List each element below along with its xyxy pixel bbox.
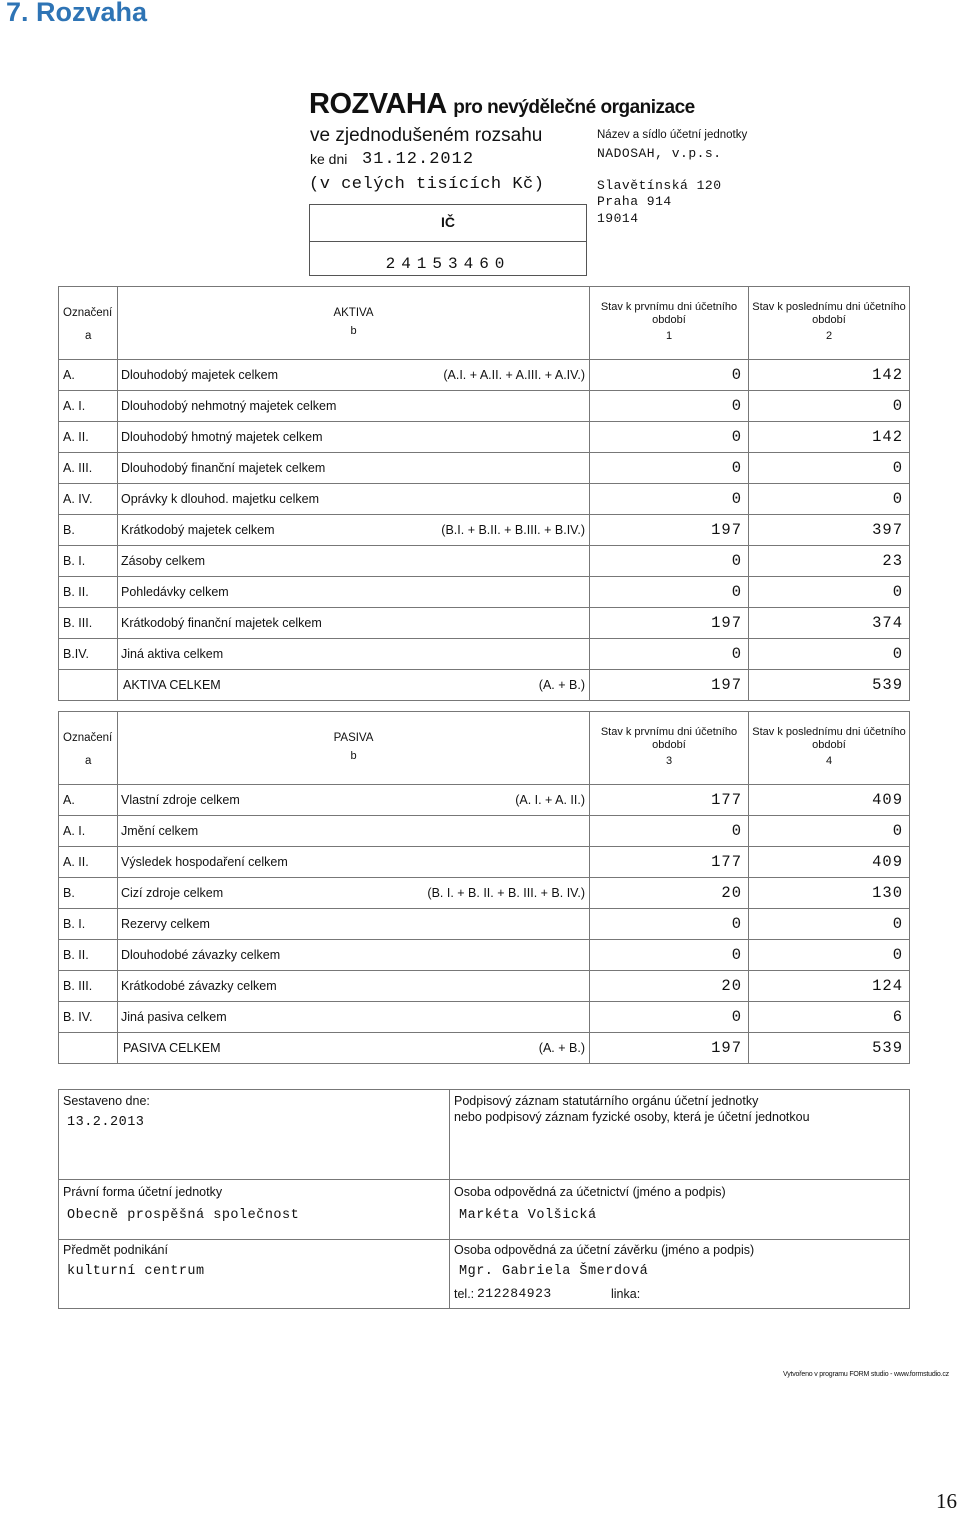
- ic-label: IČ: [441, 214, 455, 230]
- closing-value: Mgr. Gabriela Šmerdová: [459, 1264, 649, 1279]
- row-value-start: 0: [590, 484, 749, 515]
- row-code: A. II.: [59, 422, 118, 453]
- header-col1-sub: 3: [665, 755, 673, 767]
- header-col2-sub: 4: [825, 755, 833, 767]
- row-formula: (B. I. + B. II. + B. III. + B. IV.): [427, 886, 585, 900]
- row-value-start: 197: [590, 608, 749, 639]
- row-name-cell: [118, 422, 590, 453]
- table-row: [59, 422, 910, 453]
- signature-line-2: nebo podpisový záznam fyzické osoby, která je účetní jednotkou: [454, 1110, 810, 1124]
- table-row: [59, 816, 910, 847]
- row-name-cell: [118, 453, 590, 484]
- row-code: [59, 670, 118, 701]
- row-name: Jiná aktiva celkem: [121, 647, 224, 661]
- row-formula: (A. I. + A. II.): [515, 793, 585, 807]
- footer-divider-1: [58, 1179, 910, 1180]
- form-title-main: ROZVAHA: [309, 88, 446, 120]
- row-name-cell: [118, 1002, 590, 1033]
- aktiva-body: [59, 360, 910, 701]
- header-name-label: PASIVA: [333, 732, 374, 744]
- header-col1-cell: [590, 287, 749, 360]
- pasiva-header-row: [59, 712, 910, 785]
- row-name: Dlouhodobý majetek celkem: [121, 368, 279, 382]
- footer-divider-2: [58, 1239, 910, 1240]
- row-name-cell: [118, 878, 590, 909]
- row-name: Dlouhodobý finanční majetek celkem: [121, 461, 326, 475]
- row-code: A. I.: [59, 391, 118, 422]
- table-row: [59, 546, 910, 577]
- aktiva-table: [58, 286, 910, 701]
- entity-label: Název a sídlo účetní jednotky: [597, 129, 748, 141]
- table-row: [59, 878, 910, 909]
- date-value: 31.12.2012: [362, 150, 475, 169]
- date-label: ke dni: [310, 151, 348, 167]
- row-name: AKTIVA CELKEM: [123, 678, 221, 692]
- ic-box: [309, 204, 587, 276]
- row-code: A. I.: [59, 816, 118, 847]
- row-name-cell: [118, 785, 590, 816]
- row-name: Cizí zdroje celkem: [121, 886, 224, 900]
- row-value-start: 177: [590, 847, 749, 878]
- row-value-end: 142: [749, 360, 910, 391]
- row-formula: (A.I. + A.II. + A.III. + A.IV.): [443, 368, 585, 382]
- form-subtitle: ve zjednodušeném rozsahu: [310, 125, 543, 146]
- row-value-start: 0: [590, 453, 749, 484]
- row-name: PASIVA CELKEM: [123, 1041, 221, 1055]
- row-name-cell: [118, 940, 590, 971]
- table-row: [59, 639, 910, 670]
- table-row: [59, 515, 910, 546]
- row-code: B. I.: [59, 909, 118, 940]
- header-col1-label: Stav k prvnímu dni účetního období: [600, 726, 738, 751]
- row-name: Oprávky k dlouhod. majetku celkem: [121, 492, 320, 506]
- entity-street: Slavětínská 120: [597, 178, 722, 193]
- row-name-cell: [118, 577, 590, 608]
- header-code-cell: [59, 712, 118, 785]
- row-code: A.: [59, 360, 118, 391]
- row-name: Jmění celkem: [121, 824, 199, 838]
- row-value-start: 197: [590, 515, 749, 546]
- row-code: B. I.: [59, 546, 118, 577]
- row-name-cell: [118, 816, 590, 847]
- header-col2-label: Stav k poslednímu dni účetního období: [752, 726, 906, 751]
- legal-form-value: Obecně prospěšná společnost: [67, 1208, 300, 1223]
- table-row: [59, 453, 910, 484]
- row-value-end: 130: [749, 878, 910, 909]
- row-name: Pohledávky celkem: [121, 585, 229, 599]
- table-row: [59, 1033, 910, 1064]
- table-row: [59, 971, 910, 1002]
- header-code-label: Označení: [63, 732, 113, 744]
- row-value-start: 0: [590, 360, 749, 391]
- row-code: A. II.: [59, 847, 118, 878]
- row-name: Vlastní zdroje celkem: [121, 793, 240, 807]
- phone-value: 212284923: [477, 1286, 552, 1301]
- header-col2-sub: 2: [825, 330, 833, 342]
- row-name: Dlouhodobé závazky celkem: [121, 948, 281, 962]
- row-value-start: 20: [590, 971, 749, 1002]
- header-name-cell: [118, 712, 590, 785]
- row-value-start: 0: [590, 577, 749, 608]
- compiled-label: Sestaveno dne:: [63, 1094, 150, 1108]
- row-name: Jiná pasiva celkem: [121, 1010, 227, 1024]
- row-value-start: 177: [590, 785, 749, 816]
- row-value-end: 124: [749, 971, 910, 1002]
- header-col2-cell: [749, 712, 910, 785]
- table-row: [59, 847, 910, 878]
- units-note: (v celých tisících Kč): [309, 175, 545, 194]
- row-code: B.IV.: [59, 639, 118, 670]
- row-value-end: 142: [749, 422, 910, 453]
- row-code: B. III.: [59, 608, 118, 639]
- table-row: [59, 1002, 910, 1033]
- row-value-end: 409: [749, 847, 910, 878]
- row-name-cell: [118, 515, 590, 546]
- row-code: B. III.: [59, 971, 118, 1002]
- ext-label: linka:: [611, 1287, 641, 1301]
- table-row: [59, 608, 910, 639]
- header-code-sub: a: [85, 755, 92, 767]
- entity-zip: 19014: [597, 211, 639, 226]
- table-row: [59, 484, 910, 515]
- header-code-label: Označení: [63, 307, 113, 319]
- table-row: [59, 360, 910, 391]
- compiled-value: 13.2.2013: [67, 1115, 145, 1130]
- header-name-sub: b: [350, 325, 357, 337]
- form-title-suffix: pro nevýdělečné organizace: [453, 97, 695, 118]
- row-value-start: 0: [590, 909, 749, 940]
- header-col1-cell: [590, 712, 749, 785]
- business-value: kulturní centrum: [67, 1264, 205, 1279]
- table-row: [59, 785, 910, 816]
- header-col1-sub: 1: [665, 330, 673, 342]
- business-label: Předmět podnikání: [63, 1243, 168, 1257]
- row-value-end: 539: [749, 670, 910, 701]
- row-name-cell: [118, 360, 590, 391]
- row-value-start: 0: [590, 940, 749, 971]
- entity-name: NADOSAH, v.p.s.: [597, 146, 722, 161]
- row-code: B. II.: [59, 940, 118, 971]
- row-name: Zásoby celkem: [121, 554, 206, 568]
- table-row: [59, 391, 910, 422]
- row-name-cell: [118, 1033, 590, 1064]
- row-code: A.: [59, 785, 118, 816]
- row-value-end: 0: [749, 484, 910, 515]
- header-col2-label: Stav k poslednímu dni účetního období: [752, 301, 906, 326]
- row-name: Rezervy celkem: [121, 917, 210, 931]
- row-code: A. III.: [59, 453, 118, 484]
- header-name-label: AKTIVA: [333, 307, 374, 319]
- table-row: [59, 670, 910, 701]
- row-name: Krátkodobý majetek celkem: [121, 523, 275, 537]
- row-code: B. IV.: [59, 1002, 118, 1033]
- row-value-start: 0: [590, 816, 749, 847]
- closing-label: Osoba odpovědná za účetní závěrku (jméno a podpis): [454, 1243, 755, 1257]
- row-value-start: 0: [590, 639, 749, 670]
- row-value-start: 0: [590, 546, 749, 577]
- row-formula: (A. + B.): [538, 678, 585, 692]
- row-name: Dlouhodobý nehmotný majetek celkem: [121, 399, 337, 413]
- row-value-end: 539: [749, 1033, 910, 1064]
- header-col2-cell: [749, 287, 910, 360]
- row-name-cell: [118, 670, 590, 701]
- row-value-end: 0: [749, 639, 910, 670]
- row-value-start: 0: [590, 422, 749, 453]
- row-name-cell: [118, 391, 590, 422]
- row-value-start: 197: [590, 1033, 749, 1064]
- row-code: B. II.: [59, 577, 118, 608]
- row-value-end: 0: [749, 453, 910, 484]
- phone-label: tel.:: [454, 1287, 475, 1301]
- row-name-cell: [118, 847, 590, 878]
- pasiva-body: [59, 785, 910, 1064]
- row-formula: (B.I. + B.II. + B.III. + B.IV.): [441, 523, 585, 537]
- row-code: B.: [59, 515, 118, 546]
- row-name: Krátkodobý finanční majetek celkem: [121, 616, 322, 630]
- row-value-end: 0: [749, 909, 910, 940]
- row-value-end: 0: [749, 577, 910, 608]
- row-name-cell: [118, 608, 590, 639]
- row-value-start: 0: [590, 391, 749, 422]
- software-credit: Vytvořeno v programu FORM studio - www.formstudio.cz: [783, 1371, 949, 1378]
- row-value-end: 0: [749, 940, 910, 971]
- row-value-end: 409: [749, 785, 910, 816]
- row-name-cell: [118, 546, 590, 577]
- row-name-cell: [118, 971, 590, 1002]
- header-name-cell: [118, 287, 590, 360]
- aktiva-header-row: [59, 287, 910, 360]
- row-value-end: 374: [749, 608, 910, 639]
- section-heading: 7. Rozvaha: [6, 0, 148, 27]
- row-value-end: 0: [749, 391, 910, 422]
- row-code: [59, 1033, 118, 1064]
- row-value-end: 6: [749, 1002, 910, 1033]
- row-value-start: 197: [590, 670, 749, 701]
- row-value-end: 23: [749, 546, 910, 577]
- header-name-sub: b: [350, 750, 357, 762]
- row-name-cell: [118, 484, 590, 515]
- form-title: [309, 88, 695, 121]
- row-value-end: 397: [749, 515, 910, 546]
- page-number: 16: [936, 1489, 957, 1513]
- row-code: A. IV.: [59, 484, 118, 515]
- pasiva-table: [58, 711, 910, 1064]
- header-col1-label: Stav k prvnímu dni účetního období: [600, 301, 738, 326]
- legal-form-label: Právní forma účetní jednotky: [63, 1185, 223, 1199]
- row-formula: (A. + B.): [538, 1041, 585, 1055]
- header-code-sub: a: [85, 330, 92, 342]
- row-value-start: 0: [590, 1002, 749, 1033]
- entity-city: Praha 914: [597, 194, 672, 209]
- table-row: [59, 577, 910, 608]
- accountant-label: Osoba odpovědná za účetnictví (jméno a podpis): [454, 1185, 726, 1199]
- row-name-cell: [118, 639, 590, 670]
- row-name: Dlouhodobý hmotný majetek celkem: [121, 430, 323, 444]
- row-value-start: 20: [590, 878, 749, 909]
- ic-value: 24153460: [385, 255, 511, 273]
- table-row: [59, 909, 910, 940]
- header-code-cell: [59, 287, 118, 360]
- row-name-cell: [118, 909, 590, 940]
- signature-line-1: Podpisový záznam statutárního orgánu účetní jednotky: [454, 1094, 759, 1108]
- table-row: [59, 940, 910, 971]
- row-value-end: 0: [749, 816, 910, 847]
- accountant-value: Markéta Volšická: [459, 1208, 597, 1223]
- row-name: Výsledek hospodaření celkem: [121, 855, 288, 869]
- footer-vertical-divider: [449, 1089, 450, 1309]
- row-code: B.: [59, 878, 118, 909]
- row-name: Krátkodobé závazky celkem: [121, 979, 277, 993]
